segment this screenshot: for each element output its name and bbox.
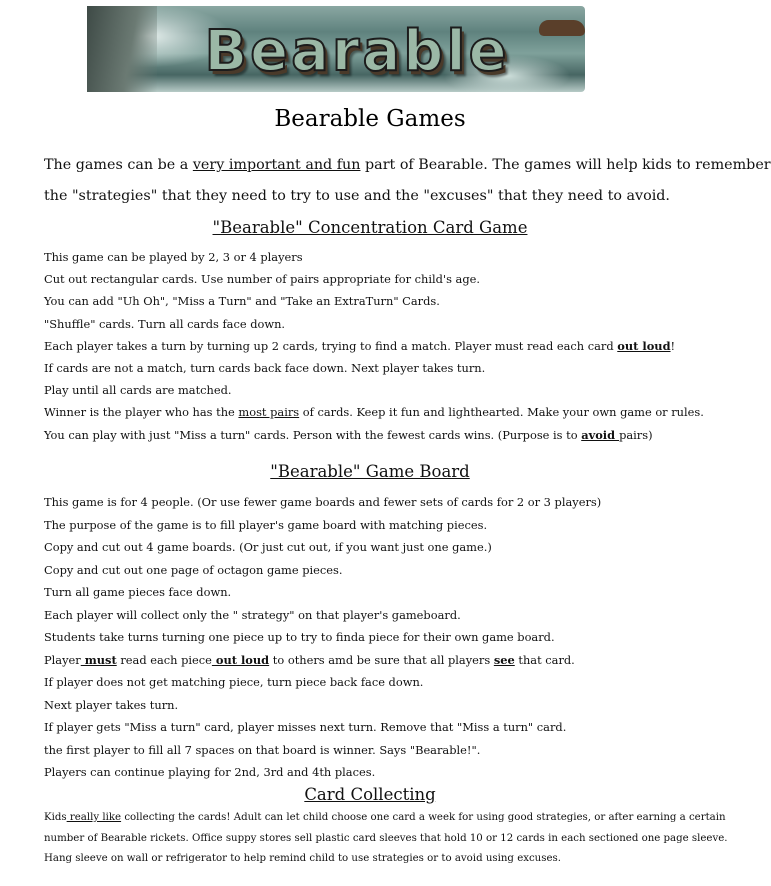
rule-line: Play until all cards are matched.: [44, 383, 232, 398]
rule-line: You can play with just "Miss a turn" cards. Person with the fewest cards wins. (Purpose is to avoid pairs): [44, 427, 653, 442]
rule-line: If cards are not a match, turn cards back face down. Next player takes turn.: [44, 360, 486, 375]
intro-line: The games can be a very important and fun part of Bearable. The games will help kids to remember: [44, 157, 771, 173]
concentration-rules: [44, 246, 704, 446]
rule-line: "Shuffle" cards. Turn all cards face down.: [44, 316, 286, 331]
card-collecting-heading: Card Collecting: [304, 785, 436, 804]
rule-line: Copy and cut out 4 game boards. (Or just cut out, if you want just one game.): [44, 540, 492, 554]
collecting-line: number of Bearable rickets. Office suppy stores sell plastic card sleeves that hold 10 or 12 cards in each sectioned one page sleeve.: [44, 832, 728, 844]
emphasis-very-important: very important and fun: [192, 157, 361, 173]
rule-line: Copy and cut out one page of octagon game pieces.: [44, 562, 343, 577]
bearable-banner: [87, 6, 585, 92]
rule-line: Next player takes turn.: [44, 697, 179, 712]
bearable-logo-wordmark: Bearable: [204, 18, 510, 84]
card-collecting-text: [44, 808, 728, 870]
collecting-line: Kids really like collecting the cards! Adult can let child choose one card a week for using good strategies, or after earning a certain: [44, 812, 726, 823]
intro-line: the "strategies" that they need to try to use and the "excuses" that they need to avoid.: [44, 188, 670, 204]
collecting-line: Hang sleeve on wall or refrigerator to help remind child to use strategies or to avoid using excuses.: [44, 853, 561, 864]
rule-line: Cut out rectangular cards. Use number of pairs appropriate for child's age.: [44, 272, 481, 287]
rule-line: Winner is the player who has the most pairs of cards. Keep it fun and lighthearted. Make your own game or rules.: [44, 405, 704, 420]
rule-line: You can add "Uh Oh", "Miss a Turn" and "Take an ExtraTurn" Cards.: [44, 294, 440, 309]
rule-line: This game is for 4 people. (Or use fewer game boards and fewer sets of cards for 2 or 3 players): [44, 495, 602, 509]
intro-paragraph: [44, 150, 771, 212]
rule-line: the first player to fill all 7 spaces on that board is winner. Says "Bearable!".: [44, 742, 481, 757]
rule-line: Each player takes a turn by turning up 2 cards, trying to find a match. Player must read each card out loud!: [44, 338, 676, 353]
rule-line: Turn all game pieces face down.: [44, 585, 232, 599]
rule-line: Player must read each piece out loud to others amd be sure that all players see that card.: [44, 652, 575, 667]
rule-line: The purpose of the game is to fill player's game board with matching pieces.: [44, 517, 488, 532]
rule-line: If player does not get matching piece, turn piece back face down.: [44, 675, 424, 689]
game-board-heading: "Bearable" Game Board: [270, 462, 470, 481]
game-board-rules: [44, 491, 684, 784]
rule-line: Players can continue playing for 2nd, 3rd and 4th places.: [44, 765, 376, 779]
rule-line: This game can be played by 2, 3 or 4 players: [44, 250, 303, 264]
rule-line: Each player will collect only the " strategy" on that player's gameboard.: [44, 607, 461, 622]
page-title: Bearable Games: [274, 106, 466, 132]
rule-line: Students take turns turning one piece up to try to finda piece for their own game board.: [44, 630, 555, 644]
concentration-heading: "Bearable" Concentration Card Game: [212, 218, 528, 237]
rule-line: If player gets "Miss a turn" card, player misses next turn. Remove that "Miss a turn" card.: [44, 720, 567, 734]
